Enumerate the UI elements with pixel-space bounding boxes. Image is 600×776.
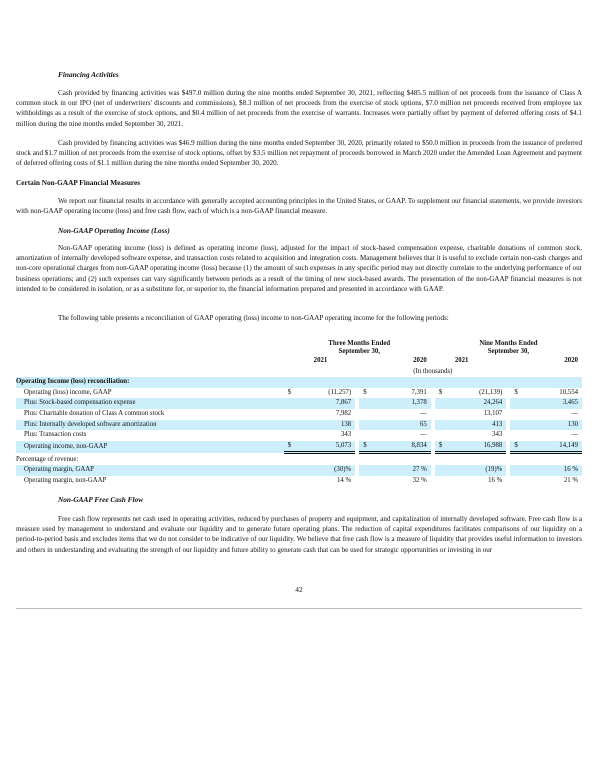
section-label: Operating Income (loss) reconciliation: bbox=[16, 377, 284, 388]
row-label: Plus: Internally developed software amortization bbox=[16, 420, 284, 431]
row-label: Plus: Transaction costs bbox=[24, 431, 87, 439]
table-section-header bbox=[16, 377, 582, 388]
dollar-sign: $ bbox=[438, 388, 443, 396]
dollar-sign: $ bbox=[510, 441, 524, 453]
table-row bbox=[16, 388, 582, 399]
cell-value: 130 bbox=[525, 420, 582, 431]
three-months-header: Three Months Ended September 30, bbox=[328, 340, 391, 355]
nine-months-header: Nine Months Ended September 30, bbox=[479, 340, 538, 355]
table-section-header bbox=[16, 453, 582, 466]
row-label: Operating (loss) income, GAAP bbox=[24, 388, 112, 396]
year-header: 2020 bbox=[413, 357, 427, 364]
reconciliation-table bbox=[16, 340, 582, 487]
cell-value: 3,465 bbox=[525, 398, 582, 409]
cell-value: 343 bbox=[492, 431, 503, 439]
cell-value: 13,107 bbox=[483, 409, 503, 417]
cell-value: — bbox=[571, 431, 578, 439]
cell-value: 10,554 bbox=[559, 388, 578, 396]
dollar-sign: $ bbox=[514, 388, 518, 396]
cell-value: 14,149 bbox=[525, 441, 582, 453]
financing-activities-heading: Financing Activities bbox=[58, 70, 119, 79]
table-year-header bbox=[16, 356, 582, 367]
table-total-row bbox=[16, 441, 582, 453]
table-units-row bbox=[16, 367, 582, 378]
row-label: Plus: Charitable donation of Class A common stock bbox=[24, 409, 165, 417]
cell-value: 16 % bbox=[525, 465, 582, 476]
table-period-header bbox=[16, 340, 582, 356]
cell-value: 7,391 bbox=[411, 388, 427, 396]
cell-value: 16,988 bbox=[449, 441, 506, 453]
free-cash-flow-heading: Non-GAAP Free Cash Flow bbox=[58, 495, 144, 504]
year-header: 2021 bbox=[313, 357, 328, 364]
cell-value: 21 % bbox=[563, 477, 578, 485]
row-label: Operating income, non-GAAP bbox=[16, 441, 284, 453]
cell-value: 14 % bbox=[337, 477, 352, 485]
page-divider bbox=[16, 608, 582, 609]
cell-value: (19)% bbox=[449, 465, 506, 476]
dollar-sign: $ bbox=[284, 441, 298, 453]
non-gaap-operating-income-paragraph: Non-GAAP operating income (loss) is defined as operating income (loss), adjusted for the impact of stock-based compensation expense, charitable donations of common stock, amortization of internally developed software expense, and transaction costs related to acquisition and integration costs. Management believes that it is useful to exclude certain non-cash charges and non-core operational charges from non-GAAP operating income (loss) because (1) the amount of such expenses in any specific period may not directly correlate to the underlying performance of our business operations; and (2) such expenses can vary significantly between periods as a result of the timing of new stock-based awards. The presentation of the non-GAAP financial measures is not intended to be considered in isolation, or as a substitute for, or superior to, the financial information prepared and presented in accordance with GAAP. bbox=[16, 244, 582, 293]
table-row bbox=[16, 409, 582, 420]
row-label: Operating margin, non-GAAP bbox=[24, 477, 107, 485]
dollar-sign: $ bbox=[287, 388, 292, 396]
financing-paragraph-2021: Cash provided by financing activities was $497.0 million during the nine months ended September 30, 2021, reflecting $485.5 million of net proceeds from the issuance of Class A common stock in our IPO (net of underwriters' discounts and commissions), $8.3 million of net proceeds from the exercise of stock options, $7.0 million net proceeds received from employee tax withholdings as a result of the exercise of stock options, and $0.4 million of net proceeds from the exercise of warrants. Increases were partially offset by payment of deferred offering costs of $4.1 million during the nine months ended September 30, 2021. bbox=[16, 89, 582, 128]
cell-value: 24,264 bbox=[449, 398, 506, 409]
year-header: 2020 bbox=[564, 357, 578, 364]
table-row bbox=[16, 398, 582, 409]
cell-value: 343 bbox=[340, 431, 352, 439]
cell-value: — bbox=[419, 431, 427, 439]
cell-value: 7,867 bbox=[298, 398, 355, 409]
cell-value: 27 % bbox=[374, 465, 431, 476]
cell-value: 138 bbox=[298, 420, 355, 431]
row-label: Operating margin, GAAP bbox=[16, 465, 284, 476]
free-cash-flow-paragraph: Free cash flow represents net cash used in operating activities, reduced by purchases of property and equipment, and capitalization of internally developed software. Free cash flow is a measure used by management to understand and evaluate our liquidity and to generate future operating plans. The reduction of capital expenditures facilitates comparisons of our liquidity on a period-to-period basis and excludes items that we do not consider to be indicative of our liquidity. We believe that free cash flow is a measure of liquidity that provides useful information to investors and others in understanding and evaluating the strength of our liquidity and future ability to generate cash that can be used for strategic opportunities or investing in our bbox=[16, 515, 582, 554]
cell-value: 5,073 bbox=[298, 441, 355, 453]
non-gaap-measures-heading: Certain Non-GAAP Financial Measures bbox=[16, 178, 141, 187]
table-row bbox=[16, 420, 582, 431]
dollar-sign: $ bbox=[359, 441, 373, 453]
section-label: Percentage of revenue: bbox=[16, 455, 79, 463]
cell-value: 16 % bbox=[488, 477, 503, 485]
non-gaap-operating-income-heading: Non-GAAP Operating Income (Loss) bbox=[58, 226, 170, 235]
year-header: 2021 bbox=[454, 357, 469, 364]
page-number: 42 bbox=[295, 585, 303, 594]
table-row bbox=[16, 430, 582, 441]
dollar-sign: $ bbox=[435, 441, 449, 453]
financing-paragraph-2020: Cash provided by financing activities was $46.9 million during the nine months ended September 30, 2020, primarily related to $50.0 million in proceeds from the issuance of preferred stock and $1.7 million of net proceeds from the exercise of stock options, offset by $3.5 million net repayment of proceeds borrowed in March 2020 under the Amended Loan Agreement and payment of deferred offering costs of $1.1 million during the nine months ended September 30, 2020. bbox=[16, 139, 582, 168]
units-label: (In thousands) bbox=[413, 367, 453, 375]
table-row bbox=[16, 476, 582, 487]
cell-value: 8,834 bbox=[374, 441, 431, 453]
cell-value: — bbox=[571, 409, 578, 417]
cell-value: — bbox=[419, 409, 427, 417]
row-label: Plus: Stock-based compensation expense bbox=[16, 398, 284, 409]
cell-value: (11,257) bbox=[328, 388, 352, 396]
non-gaap-measures-paragraph: We report our financial results in accordance with generally accepted accounting principles in the United States, or GAAP. To supplement our financial statements, we provide investors with non-GAAP operating income (loss) and free cash flow, each of which is a non-GAAP financial measure. bbox=[16, 197, 582, 216]
cell-value: 413 bbox=[449, 420, 506, 431]
cell-value: (21,139) bbox=[479, 388, 503, 396]
table-intro-paragraph: The following table presents a reconciliation of GAAP operating (loss) income to non-GAAP operating income for the following periods: bbox=[58, 314, 449, 322]
cell-value: 1,378 bbox=[374, 398, 431, 409]
dollar-sign: $ bbox=[363, 388, 367, 396]
cell-value: 65 bbox=[374, 420, 431, 431]
cell-value: 32 % bbox=[412, 477, 427, 485]
table-row bbox=[16, 465, 582, 476]
cell-value: 7,982 bbox=[335, 409, 352, 417]
cell-value: (30)% bbox=[298, 465, 355, 476]
